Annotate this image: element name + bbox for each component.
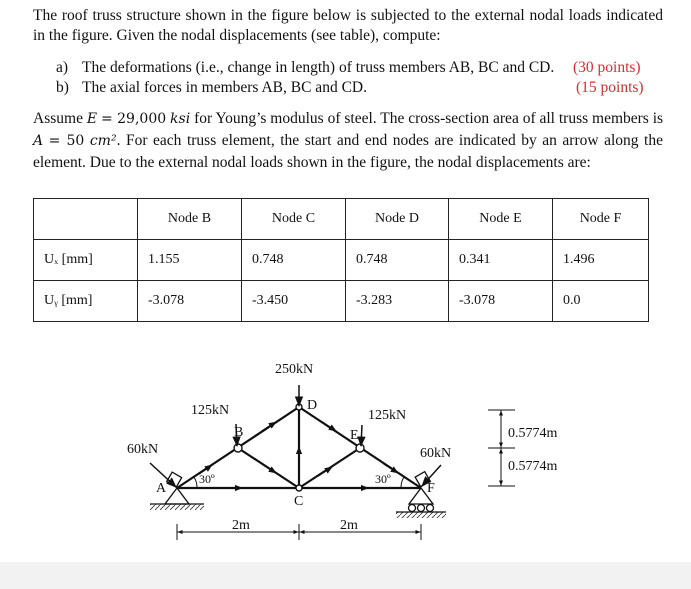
symbol-A: A	[33, 133, 44, 149]
item-b-points: (15 points)	[576, 79, 644, 96]
table-cell: 0.341	[449, 240, 553, 281]
table-cell: -3.078	[449, 281, 553, 322]
table-cell: -3.078	[138, 281, 242, 322]
pin-support-A	[165, 488, 189, 504]
joint-C	[296, 485, 302, 491]
roller-F-2	[418, 505, 425, 512]
item-b-text: The axial forces in members AB, BC and CD.	[82, 79, 367, 96]
height-label-lower: 0.5774m	[508, 459, 558, 474]
node-label-A: A	[156, 481, 167, 496]
node-label-C: C	[294, 494, 304, 509]
ground-hatch-F	[396, 512, 446, 518]
table-cell: 0.748	[242, 240, 346, 281]
direction-arrow-DE	[322, 422, 336, 431]
angle-label-right: 30º	[375, 472, 391, 486]
node-label-F: F	[427, 481, 435, 496]
table-cell: 0.0	[553, 281, 649, 322]
item-b-marker: b)	[56, 79, 69, 96]
load-label-D: 250kN	[275, 362, 314, 377]
roller-F-3	[427, 505, 434, 512]
load-label-A: 60kN	[127, 442, 159, 457]
table-header-cell: Node F	[553, 199, 649, 240]
span-label-right: 2m	[340, 518, 358, 533]
table-header-cell: Node C	[242, 199, 346, 240]
node-label-D: D	[307, 398, 318, 413]
item-a-text: The deformations (i.e., change in length) of truss members AB, BC and CD.	[82, 59, 555, 76]
load-label-E: 125kN	[368, 408, 407, 423]
table-header-cell: Node D	[346, 199, 449, 240]
load-label-F: 60kN	[420, 446, 452, 461]
direction-arrow-BD	[262, 422, 276, 431]
load-arrow-E	[361, 425, 362, 446]
ground-hatch-A	[150, 504, 204, 510]
item-a-marker: a)	[56, 59, 69, 76]
table-cell: 0.748	[346, 240, 449, 281]
assumptions-paragraph: Assume E = 29,000 ksi for Young’s modulus of steel. The cross-section area of all truss members is A = 50 cm². For each truss element, the start and end nodes are indicated by an arrow along the element. Due to the external nodal loads shown in the figure, the nodal displacements are:	[33, 110, 664, 171]
span-label-left: 2m	[232, 518, 250, 533]
row-label-ux: Uₓ [mm]	[34, 240, 138, 281]
table-cell: 1.496	[553, 240, 649, 281]
direction-arrow-BC	[262, 464, 276, 473]
node-label-B: B	[234, 425, 244, 440]
height-label-upper: 0.5774m	[508, 426, 558, 441]
table-header-cell: Node E	[449, 199, 553, 240]
angle-arc-left	[194, 477, 197, 488]
item-a-points: (30 points)	[573, 59, 641, 76]
angle-label-left: 30º	[199, 472, 215, 486]
load-label-B: 125kN	[191, 403, 230, 418]
table-header-cell: Node B	[138, 199, 242, 240]
problem-intro: The roof truss structure shown in the figure below is subjected to the external nodal loads indicated in the figure. Given the nodal displacements (see table), compute:	[33, 7, 663, 44]
direction-arrow-CE	[318, 467, 332, 476]
joint-E	[356, 444, 364, 452]
table-cell: -3.283	[346, 281, 449, 322]
joint-B	[234, 444, 242, 452]
angle-arc-right	[401, 477, 404, 488]
table-cell: -3.450	[242, 281, 346, 322]
node-label-E: E	[350, 428, 359, 443]
roller-F-1	[409, 505, 416, 512]
table-cell: 1.155	[138, 240, 242, 281]
symbol-E: E	[86, 111, 98, 127]
row-label-uy: Uᵧ [mm]	[34, 281, 138, 322]
